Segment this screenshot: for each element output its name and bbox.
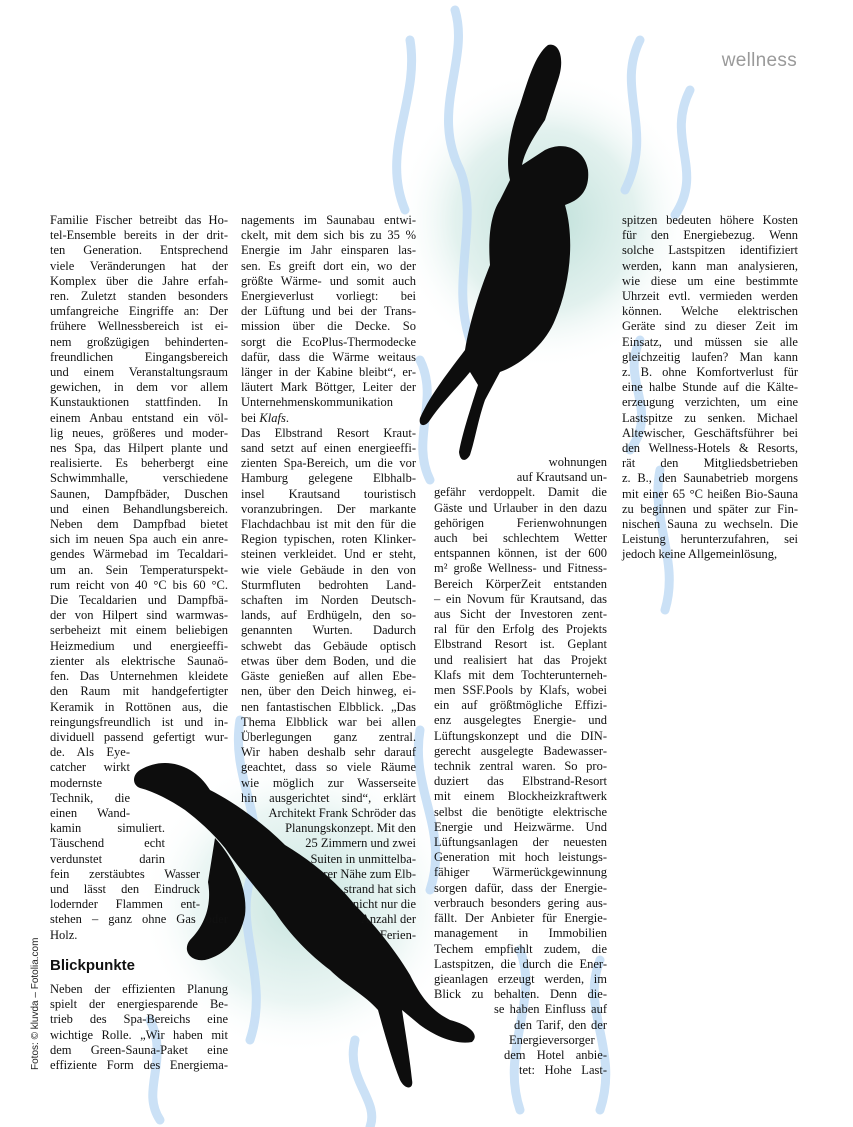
text-line: stehen – ganz ohne Gas oder [50,912,228,927]
text-line: schaften im Norden Deutsch- [241,593,416,608]
subheading: Blickpunkte [50,957,136,974]
text-line: catcher wirkt [50,760,130,775]
text-line: Täuschend echt [50,836,165,851]
text-line: Altewischer, Geschäftsführer bei [622,425,798,440]
text-line: gieanlagen erzeugt werden, im [434,971,607,986]
text-line: Technik, die [50,790,130,805]
text-line: spitzen bedeuten höhere Kosten [622,213,798,227]
text-line: Energie und Heizwärme. Und [434,819,607,834]
text-line: Hamburg gelegene Elbhalb- [241,471,416,486]
text-line: Überlegungen ganz zentral. [241,729,416,744]
photo-credit: Fotos: © kluvda – Fotolia.com [30,937,41,1070]
text-line: Sturmfluten bedrohten Land- [241,577,416,592]
text-line: sich im neuen Spa auch ein anre- [50,532,228,547]
text-line: der Lüftung und bei der Trans- [241,304,416,319]
text-line: nagements im Saunabau entwi- [241,213,416,227]
text-line: Blick zu behalten. Denn die- [434,987,607,1002]
text-line: der von Hilpert sind warmwas- [50,608,228,623]
text-line: größte Wärme- und somit auch [241,273,416,288]
text-line: eine halbe Stunde auf die Kälte- [622,380,798,395]
text-line: sen. Es greift dort ein, wo der [241,258,416,273]
text-line: z. B., den Saunabetrieb morgens [622,471,798,486]
text-line: und lässt den Eindruck [50,881,200,896]
text-column-3 [434,455,607,1078]
text-line: Familie Fischer betreibt das Ho- [50,213,228,227]
text-line: fällt. Der Anbieter für Energie- [434,911,607,926]
text-line: dem Green-Sauna-Paket eine [50,1042,228,1057]
text-line: gefähr verdoppelt. Damit die [434,485,607,500]
text-line: management in Immobilien [434,926,607,941]
text-line: mission über die Decke. So [241,319,416,334]
text-line: wie möglich zur Wasserseite [241,775,416,790]
text-line: reingungsfreundlich ist und in- [50,714,228,729]
text-line: gleichzeitig laufen? Man kann [622,349,798,364]
text-line: Kunstauktionen stattfinden. In [50,395,228,410]
text-line: enz ausgelegtes Energie- und [434,713,607,728]
text-line: Einsatz, und müssen sie alle [622,334,798,349]
text-line: nischen Sauna zu wechseln. Die [622,517,798,532]
text-line: Anzahl der [360,912,416,927]
text-line: lig neues, größeres und moder- [50,425,228,440]
text-line: Planungskonzept. Mit den [285,821,416,836]
text-line: z. B. ohne Komfortverlust für [622,365,798,380]
text-line: Flachdachbau ist mit den für die [241,517,416,532]
text-line: – ein Novum für Krautsand, das [434,591,607,606]
text-line: de. Als Eye- [50,745,130,760]
text-line: läutert Mark Böttger, Leiter der [241,380,416,395]
text-line: voranzubringen. Der markante [241,501,416,516]
text-line: Gäste genießen auf allen Ebe- [241,669,416,684]
text-line: können. Welche elektrischen [622,304,798,319]
text-line: dem Hotel anbie- [504,1047,607,1062]
text-line: bei Klafs. [241,410,289,425]
text-line: sand setzt auf einen energieeffi- [241,441,416,456]
text-line: ren. Zuletzt standen besonders [50,289,228,304]
section-label: wellness [721,50,797,71]
text-column-1b [50,982,228,1073]
text-line: auch bei schlechtem Wetter [434,531,607,546]
text-line: verbrauch besonders gering aus- [434,895,607,910]
text-line: den Wellness-Hotels & Resorts, [622,441,798,456]
text-line: Holz. [50,927,78,942]
text-line: sorgen dafür, dass der Energie- [434,880,607,895]
text-line: gerecht ausgelegte Badewasser- [434,743,607,758]
text-line: Komplex über die Jahre erfah- [50,273,228,288]
text-line: serbeheizt mit einem beliebigen [50,623,228,638]
text-line: gehörigen Ferienwohnungen [434,515,607,530]
text-line: Die Tecaldarien und Dampfbä- [50,593,228,608]
text-line: spielt der energiesparende Be- [50,997,228,1012]
text-line: freundlichen Eingangsbereich [50,349,228,364]
text-line: Leistung herunterzufahren, sei [622,532,798,547]
text-line: kamin simuliert. [50,821,165,836]
text-line: Elbstrand Resort ist. Geplant [434,637,607,652]
text-line: werden, kann man analysieren, [622,258,798,273]
text-line: fähiger Wärmerückgewinnung [434,865,607,880]
text-line: Energie im Jahr einsparen las- [241,243,416,258]
text-line: Generation mit hoch leistungs- [434,850,607,865]
text-line: ckelt, mit dem sich bis zu 35 % [241,228,416,243]
text-line: ein auf größtmögliche Effizi- [434,698,607,713]
text-column-2 [241,213,416,943]
text-line: Bereich KörperZeit entstanden [434,576,607,591]
text-line: realisierte. Es beherbergt eine [50,456,228,471]
text-line: umfangreiche Eingriffe an: Der [50,304,228,319]
text-line: Gäste und Urlauber in den dazu [434,500,607,515]
text-line: zienter als elektrische Saunaö- [50,653,228,668]
text-line: geachtet, dass so viele Räume [241,760,416,775]
text-line: Region typischen, roten Klinker- [241,532,416,547]
text-line: lands, auf Erdhügeln, den so- [241,608,416,623]
text-line: fen. Das Unternehmen kleidete [50,669,228,684]
text-line: nes Spa, das Hilpert plante und [50,441,228,456]
text-line: Lastspitzen, die durch die Ener- [434,956,607,971]
text-line: Techem empfiehlt zudem, die [434,941,607,956]
text-line: nicht nur die [352,897,416,912]
text-line: Klafs mit dem Tochterunterneh- [434,667,607,682]
text-line: rer Nähe zum Elb- [323,866,416,881]
text-line: hin ausgerichtet sind“, erklärt [241,790,416,805]
text-line: tet: Hohe Last- [519,1063,607,1078]
text-line: men SSF.Pools by Klafs, wobei [434,683,607,698]
text-line: nen fantastischen Elbblick. „Das [241,699,416,714]
text-line: Energieversorger [509,1032,595,1047]
text-line: trieb des Spa-Bereichs eine [50,1012,228,1027]
text-line: steinen verkleidet. Und er steht, [241,547,416,562]
text-line: technik zentral waren. So pro- [434,759,607,774]
text-line: Das Elbstrand Resort Kraut- [241,425,416,440]
text-line: Suiten in unmittelba- [310,851,416,866]
text-line: lodernder Flammen ent- [50,897,200,912]
text-line: den Tarif, den der [514,1017,607,1032]
text-line: ral für den Erfolg des Projekts [434,622,607,637]
text-line: Energieverlust vorliegt: bei [241,289,416,304]
text-line: den Raum mit handgefertigter [50,684,228,699]
text-line: Saunen, Dampfbäder, Duschen [50,486,228,501]
text-line: insel Krautsand touristisch [241,486,416,501]
text-line: Lüftungsanlagen der neuesten [434,835,607,850]
text-line: etwas über dem Boden, und die [241,653,416,668]
text-line: Architekt Frank Schröder das [268,805,416,820]
text-line: duziert das Elbstrand-Resort [434,774,607,789]
text-line: rum reicht von 40 °C bis 60 °C. [50,577,228,592]
text-line: tel-Ensemble bereits in der drit- [50,228,228,243]
text-line: m² große Wellness- und Fitness- [434,561,607,576]
text-line: wohnungen [548,455,607,469]
text-line: und einem Veranstaltungsraum [50,365,228,380]
text-line: rät den Mitgliedsbetrieben [622,456,798,471]
text-line: Lüftungskonzept und die DIN- [434,728,607,743]
text-line: um an. Sein Temperaturspekt- [50,562,228,577]
text-line: zu beginnen und später zur Fin- [622,501,798,516]
text-line: gendes Wärmebad im Tecaldari- [50,547,228,562]
text-line: Uhrzeit evtl. vermieden werden [622,289,798,304]
text-line: aus Sicht der Investoren zent- [434,607,607,622]
text-line: und realisiert hat das Projekt [434,652,607,667]
text-line: mit einer 65 °C heißen Bio-Sauna [622,486,798,501]
text-line: auf Krautsand un- [516,470,607,485]
text-line: se haben Einfluss auf [494,1002,607,1017]
text-line: gewichen, in dem vor allem [50,380,228,395]
text-line: einem Anbau entstand ein völ- [50,410,228,425]
text-line: Lastspitze zu senken. Michael [622,410,798,425]
text-line: viele Veränderungen hat der [50,258,228,273]
text-line: zienten Spa-Bereich, um die vor [241,456,416,471]
text-line: strand hat sich [343,881,416,896]
text-line: fein zerstäubtes Wasser [50,866,200,881]
text-line: Unternehmenskommunikation [241,395,394,410]
text-line: Thema Elbblick war bei allen [241,714,416,729]
text-line: wie viele Gebäude in den von [241,562,416,577]
text-line: sorgt die EcoPlus-Thermodecke [241,334,416,349]
text-line: und einen Behandlungsbereich. [50,501,228,516]
text-line: entspannen können, ist der 600 [434,546,607,561]
text-line: dividuell passend gefertigt wur- [50,729,228,744]
text-column-1 [50,213,228,943]
text-line: frühere Wellnessbereich ist ei- [50,319,228,334]
text-line: Ferien- [379,927,416,942]
text-line: Wir haben deshalb sehr darauf [241,745,416,760]
text-line: ten Generation. Entsprechend [50,243,228,258]
text-line: wie diese um eine bestimmte [622,273,798,288]
text-line: dafür, dass die Wärme weitaus [241,349,416,364]
text-line: effiziente Form des Energiema- [50,1058,228,1073]
text-line: nem großzügigen behinderten- [50,334,228,349]
text-line: für den Energiebezug. Wenn [622,228,798,243]
text-line: Keramik in Rottönen aus, die [50,699,228,714]
text-line: Neben der effizienten Planung [50,982,228,996]
text-column-4 [622,213,798,563]
text-line: einen Wand- [50,805,130,820]
text-line: Schwimmhalle, verschiedene [50,471,228,486]
text-line: schwebt das Gebäude optisch [241,638,416,653]
text-line: länger in der Kabine bleibt“, er- [241,365,416,380]
text-line: solche Lastspitzen identifiziert [622,243,798,258]
text-line: selbst die benötigte elektrische [434,804,607,819]
text-line: Heizmedium und energieeffi- [50,638,228,653]
text-line: Neben dem Dampfbad bietet [50,517,228,532]
text-line: wichtige Rolle. „Wir haben mit [50,1027,228,1042]
text-line: nen, über den Deich hinweg, ei- [241,684,416,699]
text-line: 25 Zimmern und zwei [305,836,416,851]
text-line: erzeugung verzichten, um eine [622,395,798,410]
text-line: Geräte sind zu dieser Zeit im [622,319,798,334]
text-line: verdunstet darin [50,851,165,866]
text-line: mit einem Blockheizkraftwerk [434,789,607,804]
text-line: jedoch keine Allgemeinlösung, [622,547,778,562]
text-line: modernste [50,775,103,790]
text-line: genannten Wurten. Dadurch [241,623,416,638]
